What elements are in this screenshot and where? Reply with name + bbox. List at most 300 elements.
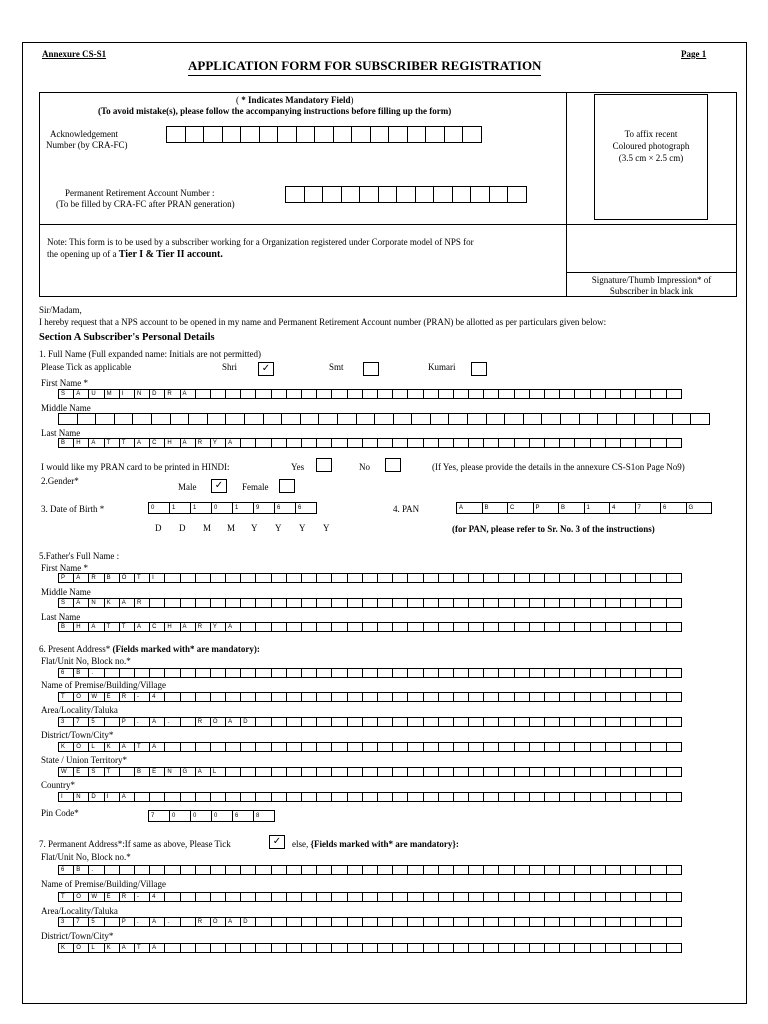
char-box[interactable]: L [210, 767, 226, 777]
char-box[interactable]: P [119, 917, 135, 927]
char-box[interactable] [498, 717, 514, 727]
dob-boxes[interactable] [148, 502, 316, 514]
char-box[interactable]: 3 [58, 717, 74, 727]
char-box[interactable] [286, 622, 302, 632]
char-box[interactable] [544, 792, 560, 802]
char-box[interactable] [407, 126, 427, 143]
char-box[interactable] [423, 917, 439, 927]
char-box[interactable] [453, 742, 469, 752]
char-box[interactable] [331, 865, 347, 875]
char-box[interactable]: A [456, 502, 483, 514]
char-box[interactable]: 0 [211, 810, 233, 822]
char-box[interactable] [620, 865, 636, 875]
char-box[interactable]: I [58, 792, 74, 802]
char-box[interactable] [164, 892, 180, 902]
char-box[interactable]: R [195, 717, 211, 727]
char-box[interactable] [331, 767, 347, 777]
char-box[interactable] [180, 573, 196, 583]
char-box[interactable] [271, 598, 287, 608]
char-box[interactable] [438, 917, 454, 927]
char-box[interactable] [271, 917, 287, 927]
char-box[interactable] [514, 792, 530, 802]
char-box[interactable] [650, 717, 666, 727]
char-box[interactable]: 6 [295, 502, 317, 514]
char-box[interactable] [590, 917, 606, 927]
char-box[interactable] [180, 692, 196, 702]
char-box[interactable] [331, 438, 347, 448]
char-box[interactable] [347, 389, 363, 399]
char-box[interactable] [605, 438, 621, 448]
char-box[interactable] [590, 598, 606, 608]
char-box[interactable]: D [149, 389, 165, 399]
char-box[interactable] [590, 668, 606, 678]
char-box[interactable] [271, 692, 287, 702]
char-box[interactable] [620, 792, 636, 802]
char-box[interactable] [590, 943, 606, 953]
char-box[interactable]: 0 [148, 502, 170, 514]
char-box[interactable]: A [149, 742, 165, 752]
char-box[interactable] [559, 742, 575, 752]
char-box[interactable] [316, 573, 332, 583]
char-box[interactable] [377, 598, 393, 608]
char-box[interactable]: 6 [58, 865, 74, 875]
char-box[interactable] [559, 692, 575, 702]
char-box[interactable] [574, 598, 590, 608]
present-area-boxes[interactable] [58, 717, 681, 727]
char-box[interactable]: G [180, 767, 196, 777]
char-box[interactable] [590, 717, 606, 727]
char-box[interactable] [468, 865, 484, 875]
char-box[interactable] [448, 413, 468, 425]
char-box[interactable] [559, 917, 575, 927]
permanent-area-boxes[interactable] [58, 917, 681, 927]
char-box[interactable] [529, 668, 545, 678]
char-box[interactable] [180, 943, 196, 953]
char-box[interactable] [438, 892, 454, 902]
char-box[interactable] [453, 917, 469, 927]
present-premise-boxes[interactable] [58, 692, 681, 702]
char-box[interactable] [544, 438, 560, 448]
char-box[interactable]: P [58, 573, 74, 583]
char-box[interactable] [666, 573, 682, 583]
char-box[interactable] [337, 413, 357, 425]
char-box[interactable] [453, 622, 469, 632]
char-box[interactable] [370, 126, 390, 143]
char-box[interactable]: 0 [190, 810, 212, 822]
char-box[interactable] [453, 573, 469, 583]
char-box[interactable] [210, 573, 226, 583]
char-box[interactable] [240, 668, 256, 678]
char-box[interactable] [635, 622, 651, 632]
char-box[interactable] [225, 692, 241, 702]
char-box[interactable] [407, 792, 423, 802]
char-box[interactable] [605, 892, 621, 902]
char-box[interactable] [296, 126, 316, 143]
char-box[interactable]: O [73, 943, 89, 953]
char-box[interactable] [438, 943, 454, 953]
char-box[interactable] [453, 389, 469, 399]
char-box[interactable] [605, 943, 621, 953]
char-box[interactable] [423, 622, 439, 632]
char-box[interactable]: C [507, 502, 534, 514]
char-box[interactable] [316, 717, 332, 727]
char-box[interactable]: O [210, 917, 226, 927]
char-box[interactable] [240, 622, 256, 632]
char-box[interactable] [605, 668, 621, 678]
char-box[interactable] [635, 865, 651, 875]
char-box[interactable] [271, 717, 287, 727]
char-box[interactable] [470, 186, 490, 203]
char-box[interactable] [331, 717, 347, 727]
char-box[interactable] [605, 865, 621, 875]
char-box[interactable] [377, 389, 393, 399]
char-box[interactable] [483, 792, 499, 802]
char-box[interactable]: A [180, 438, 196, 448]
pran-boxes[interactable] [285, 186, 526, 203]
char-box[interactable]: T [58, 692, 74, 702]
char-box[interactable] [574, 622, 590, 632]
char-box[interactable] [347, 717, 363, 727]
char-box[interactable] [301, 438, 317, 448]
char-box[interactable] [225, 389, 241, 399]
char-box[interactable] [453, 692, 469, 702]
char-box[interactable] [666, 742, 682, 752]
char-box[interactable] [255, 865, 271, 875]
char-box[interactable] [423, 389, 439, 399]
char-box[interactable] [529, 573, 545, 583]
char-box[interactable] [560, 413, 580, 425]
char-box[interactable] [392, 892, 408, 902]
char-box[interactable] [559, 767, 575, 777]
char-box[interactable] [489, 186, 509, 203]
char-box[interactable] [377, 865, 393, 875]
char-box[interactable] [666, 692, 682, 702]
ack-number-boxes[interactable] [166, 126, 481, 143]
char-box[interactable] [559, 438, 575, 448]
char-box[interactable] [134, 865, 150, 875]
char-box[interactable] [378, 186, 398, 203]
char-box[interactable] [498, 438, 514, 448]
char-box[interactable] [347, 668, 363, 678]
char-box[interactable]: A [134, 622, 150, 632]
char-box[interactable] [195, 573, 211, 583]
char-box[interactable]: A [225, 917, 241, 927]
char-box[interactable] [286, 792, 302, 802]
char-box[interactable]: A [88, 622, 104, 632]
char-box[interactable] [301, 692, 317, 702]
char-box[interactable]: 6 [232, 810, 254, 822]
char-box[interactable] [650, 389, 666, 399]
char-box[interactable] [255, 943, 271, 953]
char-box[interactable]: . [164, 717, 180, 727]
char-box[interactable] [579, 413, 599, 425]
char-box[interactable] [316, 917, 332, 927]
char-box[interactable] [407, 692, 423, 702]
char-box[interactable] [559, 668, 575, 678]
char-box[interactable] [104, 865, 120, 875]
char-box[interactable]: 4 [149, 892, 165, 902]
char-box[interactable] [423, 717, 439, 727]
char-box[interactable] [635, 668, 651, 678]
char-box[interactable] [255, 917, 271, 927]
char-box[interactable] [225, 598, 241, 608]
char-box[interactable] [425, 126, 445, 143]
char-box[interactable] [423, 573, 439, 583]
char-box[interactable] [635, 917, 651, 927]
char-box[interactable]: N [73, 792, 89, 802]
char-box[interactable] [635, 792, 651, 802]
char-box[interactable]: P [119, 717, 135, 727]
char-box[interactable] [666, 438, 682, 448]
char-box[interactable] [114, 413, 134, 425]
char-box[interactable]: 0 [211, 502, 233, 514]
char-box[interactable] [620, 917, 636, 927]
char-box[interactable] [468, 792, 484, 802]
char-box[interactable] [605, 792, 621, 802]
char-box[interactable] [316, 943, 332, 953]
char-box[interactable] [620, 692, 636, 702]
char-box[interactable] [529, 742, 545, 752]
char-box[interactable] [544, 692, 560, 702]
char-box[interactable]: D [240, 717, 256, 727]
char-box[interactable]: K [58, 742, 74, 752]
char-box[interactable] [650, 892, 666, 902]
char-box[interactable]: G [686, 502, 713, 514]
char-box[interactable] [620, 668, 636, 678]
char-box[interactable] [180, 742, 196, 752]
gender-female-checkbox[interactable] [279, 479, 295, 493]
char-box[interactable] [377, 943, 393, 953]
char-box[interactable] [430, 413, 450, 425]
char-box[interactable] [286, 438, 302, 448]
char-box[interactable] [544, 742, 560, 752]
char-box[interactable] [453, 767, 469, 777]
char-box[interactable] [210, 865, 226, 875]
char-box[interactable]: 8 [253, 810, 275, 822]
char-box[interactable] [331, 622, 347, 632]
char-box[interactable] [331, 598, 347, 608]
char-box[interactable] [316, 598, 332, 608]
char-box[interactable] [544, 892, 560, 902]
char-box[interactable]: . [88, 865, 104, 875]
char-box[interactable] [438, 717, 454, 727]
char-box[interactable] [605, 742, 621, 752]
char-box[interactable]: B [558, 502, 585, 514]
char-box[interactable] [514, 573, 530, 583]
char-box[interactable]: O [119, 573, 135, 583]
char-box[interactable] [164, 692, 180, 702]
char-box[interactable] [271, 389, 287, 399]
char-box[interactable]: 1 [190, 502, 212, 514]
char-box[interactable]: C [149, 438, 165, 448]
char-box[interactable]: D [88, 792, 104, 802]
char-box[interactable] [195, 943, 211, 953]
char-box[interactable] [255, 717, 271, 727]
char-box[interactable] [392, 573, 408, 583]
char-box[interactable] [559, 892, 575, 902]
last-name-boxes[interactable] [58, 438, 681, 448]
char-box[interactable] [301, 892, 317, 902]
char-box[interactable] [362, 668, 378, 678]
char-box[interactable] [423, 742, 439, 752]
char-box[interactable] [666, 865, 682, 875]
char-box[interactable] [104, 917, 120, 927]
char-box[interactable] [453, 792, 469, 802]
char-box[interactable] [620, 622, 636, 632]
char-box[interactable]: B [134, 767, 150, 777]
char-box[interactable]: A [149, 917, 165, 927]
char-box[interactable] [590, 742, 606, 752]
char-box[interactable]: A [119, 943, 135, 953]
title-smt-checkbox[interactable] [363, 362, 379, 376]
gender-male-checkbox[interactable] [211, 479, 227, 493]
char-box[interactable]: . [164, 917, 180, 927]
char-box[interactable] [347, 917, 363, 927]
char-box[interactable] [271, 943, 287, 953]
father-first-boxes[interactable] [58, 573, 681, 583]
char-box[interactable] [605, 917, 621, 927]
char-box[interactable]: B [482, 502, 509, 514]
char-box[interactable] [597, 413, 617, 425]
char-box[interactable]: B [104, 573, 120, 583]
char-box[interactable] [316, 389, 332, 399]
char-box[interactable] [468, 692, 484, 702]
char-box[interactable] [170, 413, 190, 425]
char-box[interactable]: I [104, 792, 120, 802]
char-box[interactable]: Y [210, 622, 226, 632]
char-box[interactable]: C [149, 622, 165, 632]
char-box[interactable] [286, 573, 302, 583]
char-box[interactable] [225, 573, 241, 583]
char-box[interactable] [164, 865, 180, 875]
char-box[interactable] [374, 413, 394, 425]
char-box[interactable] [514, 917, 530, 927]
char-box[interactable]: T [134, 742, 150, 752]
char-box[interactable]: A [195, 767, 211, 777]
char-box[interactable]: T [104, 438, 120, 448]
char-box[interactable]: R [195, 622, 211, 632]
char-box[interactable] [347, 767, 363, 777]
char-box[interactable]: R [195, 438, 211, 448]
char-box[interactable] [316, 438, 332, 448]
hindi-no-checkbox[interactable] [385, 458, 401, 472]
char-box[interactable] [574, 438, 590, 448]
char-box[interactable] [498, 917, 514, 927]
char-box[interactable] [529, 598, 545, 608]
char-box[interactable] [453, 892, 469, 902]
char-box[interactable] [331, 792, 347, 802]
char-box[interactable] [650, 573, 666, 583]
char-box[interactable] [164, 598, 180, 608]
char-box[interactable]: 1 [584, 502, 611, 514]
char-box[interactable] [285, 186, 305, 203]
char-box[interactable] [255, 892, 271, 902]
char-box[interactable] [514, 767, 530, 777]
char-box[interactable] [529, 917, 545, 927]
char-box[interactable] [544, 573, 560, 583]
char-box[interactable] [286, 917, 302, 927]
char-box[interactable] [529, 692, 545, 702]
char-box[interactable] [423, 865, 439, 875]
char-box[interactable] [286, 767, 302, 777]
char-box[interactable] [203, 126, 223, 143]
title-shri-checkbox[interactable] [258, 362, 274, 376]
char-box[interactable] [316, 792, 332, 802]
char-box[interactable] [347, 742, 363, 752]
char-box[interactable] [407, 438, 423, 448]
char-box[interactable] [195, 598, 211, 608]
char-box[interactable] [438, 692, 454, 702]
char-box[interactable] [468, 622, 484, 632]
char-box[interactable] [574, 717, 590, 727]
char-box[interactable] [483, 742, 499, 752]
char-box[interactable] [423, 438, 439, 448]
char-box[interactable] [347, 943, 363, 953]
char-box[interactable] [407, 742, 423, 752]
char-box[interactable] [347, 792, 363, 802]
char-box[interactable] [514, 438, 530, 448]
char-box[interactable]: . [134, 917, 150, 927]
char-box[interactable] [277, 126, 297, 143]
char-box[interactable] [574, 573, 590, 583]
char-box[interactable] [407, 917, 423, 927]
char-box[interactable]: O [73, 742, 89, 752]
char-box[interactable]: A [180, 622, 196, 632]
char-box[interactable] [388, 126, 408, 143]
char-box[interactable]: 1 [169, 502, 191, 514]
char-box[interactable] [271, 668, 287, 678]
char-box[interactable] [240, 892, 256, 902]
char-box[interactable] [180, 917, 196, 927]
char-box[interactable] [498, 389, 514, 399]
char-box[interactable] [149, 668, 165, 678]
char-box[interactable] [210, 943, 226, 953]
char-box[interactable] [541, 413, 561, 425]
char-box[interactable] [483, 389, 499, 399]
char-box[interactable] [180, 717, 196, 727]
char-box[interactable] [574, 943, 590, 953]
char-box[interactable] [620, 389, 636, 399]
char-box[interactable] [544, 767, 560, 777]
char-box[interactable] [347, 438, 363, 448]
char-box[interactable] [483, 865, 499, 875]
char-box[interactable] [650, 792, 666, 802]
char-box[interactable] [392, 692, 408, 702]
char-box[interactable] [164, 573, 180, 583]
char-box[interactable] [263, 413, 283, 425]
char-box[interactable]: 3 [58, 917, 74, 927]
char-box[interactable] [529, 943, 545, 953]
char-box[interactable] [423, 943, 439, 953]
char-box[interactable] [331, 917, 347, 927]
char-box[interactable] [362, 598, 378, 608]
char-box[interactable] [195, 668, 211, 678]
char-box[interactable] [286, 892, 302, 902]
pan-boxes[interactable] [456, 502, 711, 514]
char-box[interactable] [377, 792, 393, 802]
char-box[interactable] [304, 186, 324, 203]
char-box[interactable] [590, 692, 606, 702]
char-box[interactable] [134, 792, 150, 802]
char-box[interactable] [574, 692, 590, 702]
char-box[interactable] [468, 767, 484, 777]
char-box[interactable] [301, 865, 317, 875]
char-box[interactable] [438, 668, 454, 678]
char-box[interactable] [195, 865, 211, 875]
char-box[interactable]: H [73, 622, 89, 632]
char-box[interactable] [362, 573, 378, 583]
char-box[interactable] [620, 892, 636, 902]
